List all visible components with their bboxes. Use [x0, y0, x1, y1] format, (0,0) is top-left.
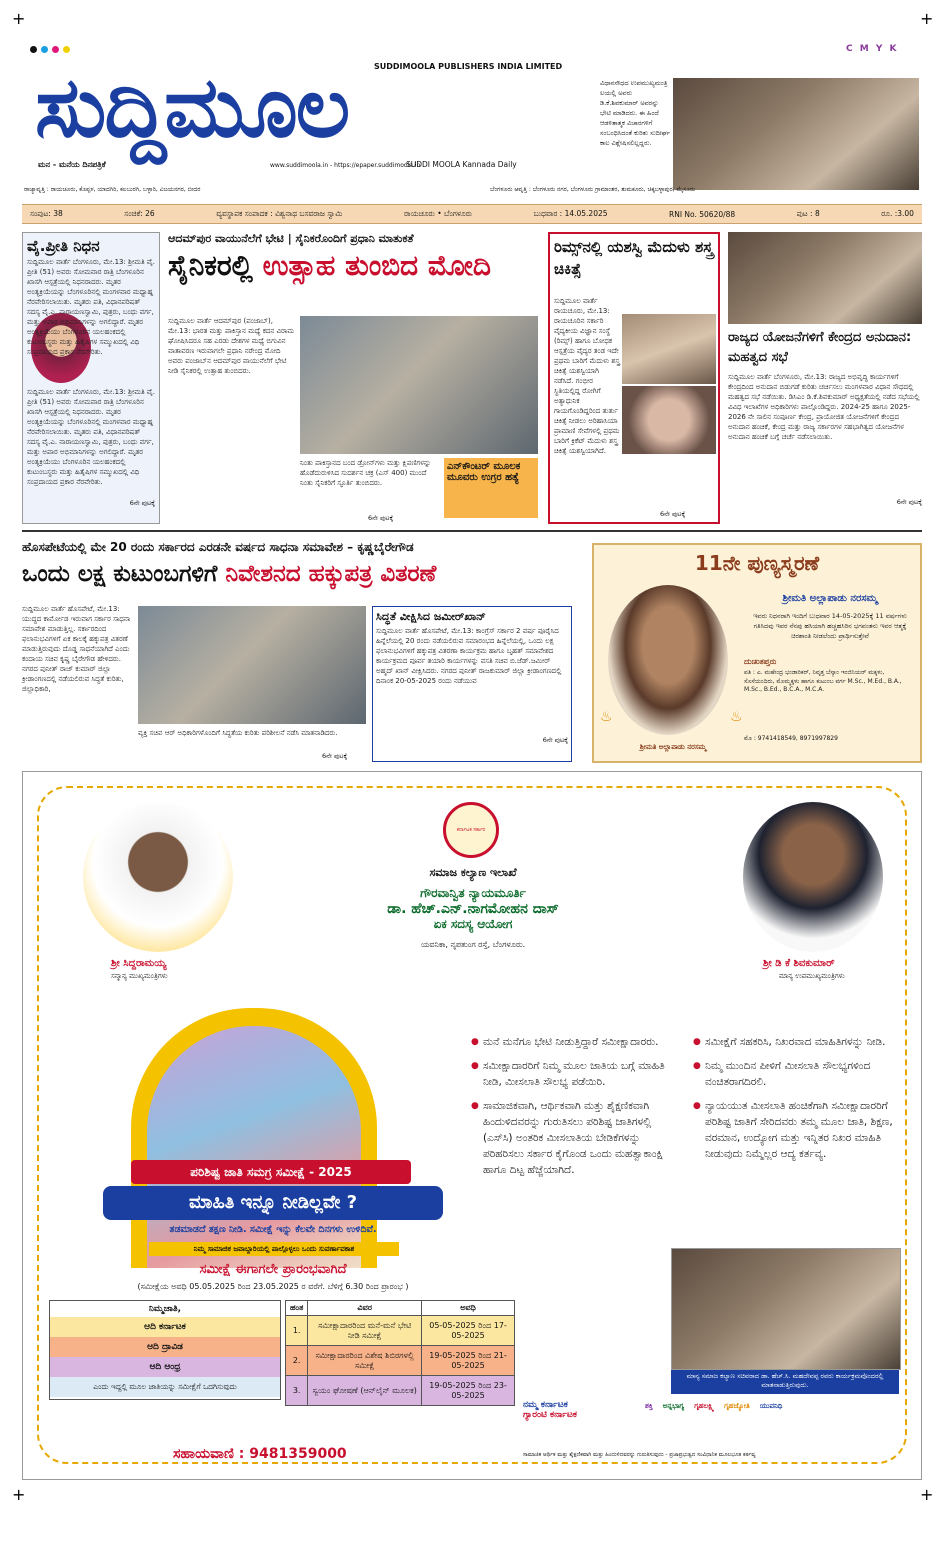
gruhajyothi-logo: ಗೃಹಜ್ಯೋತಿ [724, 1402, 750, 1410]
zameer-story [372, 606, 572, 762]
caste-header: ನಿಮ್ಮಜಾತಿ, [50, 1301, 280, 1317]
contact: ಮೊ : 9741418549, 8971997829 [744, 735, 838, 742]
department: ಸಮಾಜ ಕಲ್ಯಾಣ ಇಲಾಖೆ [429, 866, 517, 879]
headline: ರಾಜ್ಯದ ಯೋಜನೆಗಳಿಗೆ ಕೇಂದ್ರದ ಅನುದಾನ: ಮಹತ್ವದ ಸಭೆ [728, 330, 912, 365]
bullet-list-right [693, 1034, 905, 1170]
story-body: ಸುದ್ದಿಮೂಲ ವಾರ್ತೆ ಬೆಂಗಳೂರು, ಮೇ.13: ಶ್ರೀಮತಿ ವೈ. ಪ್ರೀತಿ (51) ಅವರು ಸೋಮವಾರ ರಾತ್ರಿ ಬೆಂಗಳೂರಿನ ಖಾಸಗಿ ಆಸ್ಪತ್ರೆಯಲ್ಲಿ ನಿಧನರಾದರು. ಮೃತರ ಅಂತ್ಯಕ್ರಿಯೆಯನ್ನು ಬೆಂಗಳೂರಿನಲ್ಲಿ ಮಂಗಳವಾರ ಮಧ್ಯಾಹ್ನ ನೆರವೇರಿಸಲಾಯಿತು. ಮೃತರು ಪತಿ, ವಿಧಾನಪರಿಷತ್ ಸದಸ್ಯ ವೈ.ಎ. ನಾರಾಯಣಸ್ವಾಮಿ, ಪುತ್ರರು, ಬಂಧು ವರ್ಗ, ಮತ್ತು ಅಪಾರ ಅಭಿಮಾನಿಗಳನ್ನು ಅಗಲಿದ್ದಾರೆ. ಮೃತರ ಅಂತ್ಯಕ್ರಿಯೆಯು ಬೆಂಗಳೂರಿನ ಯಲಹಂಕದಲ್ಲಿ ಕುಟುಂಬಸ್ಥರು ಮತ್ತು ಹಿತೈಷಿಗಳ ಸಮ್ಮುಖದಲ್ಲಿ ವಿಧಿ ಸಂಪ್ರದಾಯದ ಪ್ರಕಾರ ನೆರವೇರಿತು. [27, 258, 155, 356]
bullet-item: ● ನಿಮ್ಮ ಮುಂದಿನ ಪೀಳಿಗೆ ಮೀಸಲಾತಿ ಸೌಲಭ್ಯಗಳಿಂದ ವಂಚಿತರಾಗದಿರಲಿ. [705, 1058, 905, 1090]
crop-mark: + [12, 9, 26, 28]
karnataka-emblem-icon: ಕರ್ನಾಟಕ ಸರ್ಕಾರ [443, 802, 499, 858]
continued-link[interactable]: 6ನೇ ಪುಟಕ್ಕೆ [542, 736, 568, 744]
minister-caption: ಮಾನ್ಯ ಸಮಾಜ ಕಲ್ಯಾಣ ಸಚಿವರಾದ ಡಾ. ಹೆಚ್.ಸಿ. ಮಹದೇವಪ್ಪ ರವರು ಕಾರ್ಯಕ್ರಮವೊಂದರಲ್ಲಿ ಮಾತನಾಡುತ್ತಿರುವುದು. [671, 1370, 899, 1394]
headline: ಸಿದ್ಧತೆ ವೀಕ್ಷಿಸಿದ ಜಮೀರ್‌ಖಾನ್ [376, 610, 486, 623]
photo-caption: ವ್ಯಕ್ತಿ ಸಚಿವ ಆರ್ ಅಧಿಕಾರಿಗಳೊಂದಿಗೆ ಸಿದ್ಧತೆಯ ಕುರಿತು ಪರಿಶೀಲನೆ ನಡೆಸಿ ಮಾತನಾಡಿದರು. [138, 729, 338, 737]
bullet-item: ● ಸಮೀಕ್ಷಾದಾರರಿಗೆ ನಿಮ್ಮ ಮೂಲ ಜಾತಿಯ ಬಗ್ಗೆ ಮಾಹಿತಿ ನೀಡಿ, ಮೀಸಲಾತಿ ಸೌಲಭ್ಯ ಪಡೆಯಿರಿ. [483, 1058, 683, 1090]
yuvanidhi-logo: ಯುವನಿಧಿ [759, 1402, 783, 1410]
date: ಬುಧವಾರ : 14.05.2025 [533, 209, 608, 218]
memorial-title: 11ನೇ ಪುಣ್ಯಸ್ಮರಣೆ [694, 551, 820, 575]
continued-link[interactable]: 6ನೇ ಪುಟಕ್ಕೆ [368, 514, 394, 522]
surgery-photo [622, 314, 716, 384]
meeting-photo [728, 232, 922, 324]
phase-row: 3. ಸ್ವಯಂ ಘೋಷಣೆ (ಆನ್‌ಲೈನ್ ಮೂಲಕ) 19-05-2025 ರಿಂದ 23-05-2025 [286, 1376, 515, 1406]
story-body: ಸುದ್ದಿಮೂಲ ವಾರ್ತೆ ರಾಯಚೂರು, ಮೇ.13: ರಾಯಚೂರಿನ ಸರ್ಕಾರಿ ವೈದ್ಯಕೀಯ ವಿಜ್ಞಾನ ಸಂಸ್ಥೆ (ರಿಮ್ಸ್) ಹಾಗೂ ಬೋಧಕ ಆಸ್ಪತ್ರೆಯ ವೈದ್ಯರ ತಂಡ ಇದೇ ಪ್ರಥಮ ಬಾರಿಗೆ ಮೆದುಳು ಶಸ್ತ್ರ ಚಿಕಿತ್ಸೆ ಯಶಸ್ವಿಯಾಗಿ ನಡೆಸಿದೆ. ಗಂಭೀರ ಸ್ಥಿತಿಯಲ್ಲಿದ್ದ ರೋಗಿಗೆ ಅತ್ಯಾಧುನಿಕ ಗಾಯಗೊಂಡಿದ್ದರಿಂದ ತುರ್ತು ಚಿಕಿತ್ಸೆ ನೀಡಲು ಅರಿಹಾಸಿಯಾ ಪ್ರಾಮಾಣಿ ಸೇವೆಗಳಲ್ಲಿ ಪ್ರಥಮ ಬಾರಿಗೆ ಕ್ರಿಕೆಟ್ ಮೆದುಳು ಶಸ್ತ್ರ ಚಿಕಿತ್ಸೆ ಯಶಸ್ವಿಯಾಗಿದೆ. [554, 297, 620, 455]
headline: ರಿಮ್ಸ್‌ನಲ್ಲಿ ಯಶಸ್ವಿ ಮೆದುಳು ಶಸ್ತ್ರ ಚಿಕಿತ್ಸೆ [554, 238, 713, 278]
crop-mark: + [920, 1485, 934, 1504]
cm-title: ಸನ್ಮಾನ್ಯ ಮುಖ್ಯಮಂತ್ರಿಗಳು [111, 972, 168, 980]
price: ರೂ. :3.00 [881, 209, 914, 218]
scheme-logos [645, 1402, 782, 1411]
commission: ಏಕ ಸದಸ್ಯ ಆಯೋಗ [433, 917, 513, 931]
editions-left: ರಾಜ್ಯಾವೃತ್ತಿ : ರಾಯಚೂರು, ಕೊಪ್ಪಳ, ಯಾದಗಿರಿ, ಕಲಬುರಗಿ, ಬಳ್ಳಾರಿ, ವಿಜಯನಗರ, ಬೀದರ [24, 186, 201, 193]
caste-row: ಆದಿ ದ್ರಾವಿಡ [50, 1337, 280, 1357]
gruhalakshmi-logo: ಗೃಹಲಕ್ಷ್ಮಿ [694, 1402, 715, 1410]
story-body: ಸುದ್ದಿಮೂಲ ವಾರ್ತೆ ಹೊಸಪೇಟೆ, ಮೇ.13: ಕಾಂಗ್ರೆಸ್ ಸರ್ಕಾರ 2 ವರ್ಷ ಪೂರೈಸಿದ ಹಿನ್ನೆಲೆಯಲ್ಲಿ 20 ರಂದು ನಡೆಯಲಿರುವ ಸಮಾರಂಭದ ಹಿನ್ನೆಲೆಯಲ್ಲಿ, ಒಂದು ಲಕ್ಷ ಫಲಾನುಭವಿಗಳಿಗೆ ಹಕ್ಕುಪತ್ರ ವಿತರಣಾ ಕಾರ್ಯಕ್ರಮ ಹಾಗೂ ಬೃಹತ್ ಸಮಾವೇಶದ ಕಾರ್ಯಕ್ರಮದ ಪೂರ್ವ ತಯಾರಿ ಕಾರ್ಯಗಳನ್ನು ವಸತಿ ಸಚಿವ ಬಿ.ಜೆಡ್.ಜಮೀರ್ ಅಹ್ಮದ್ ಖಾನ್ ವೀಕ್ಷಿಸಿದರು. ನಗರದ ಪುನೀತ್ ರಾಜಕುಮಾರ್ ಜಿಲ್ಲಾ ಕ್ರೀಡಾಂಗಣದಲ್ಲಿ ದಿನಾಂಕ 20-05-2025 ರಂದು ನಡೆಯುವ [376, 627, 562, 685]
top-story-text: ವಿಧಾನಸೌಧದ ಉಪಮುಖ್ಯಮಂತ್ರಿ ಲಯಲ್ಲಿ ಅವರು ಡಿ.ಕೆ.ಶಿವಕುಮಾರ್ ಅವರನ್ನು ಭೇಟಿ ಮಾಡಿದರು. ಈ ಹಿಂದೆ ಆಡಳಿತಾತ್ಮಕ ವಿಚಾರಗಳಿಗೆ ಸಂಬಂಧಿಸಿದಂತೆ ಕುರಿತು ಸುದೀರ್ಘ ಕಾಲ ವಿಶ್ಲೇಷಿಸಲಿಲ್ಲದ್ದರು. [600, 79, 670, 147]
government-advertisement [22, 771, 922, 1480]
page-count: ಪುಟ : 8 [796, 209, 820, 218]
rims-story [548, 232, 720, 524]
inspection-photo [138, 606, 366, 724]
website[interactable]: www.suddimoola.in - https://epaper.suddimoola.in [270, 162, 421, 169]
deceased-name: ಶ್ರೀಮತಿ ಅಲ್ಲಾಪಾಡು ನರಸಮ್ಮ [782, 593, 878, 604]
dcm-name: ಶ್ರೀ ಡಿ ಕೆ ಶಿವಕುಮಾರ್ [763, 958, 835, 969]
dcm-title: ಮಾನ್ಯ ಉಪಮುಖ್ಯಮಂತ್ರಿಗಳು [779, 972, 845, 980]
masthead-tagline: ಮನ - ಮನೆಯ ದಿನಪತ್ರಿಕೆ [38, 160, 106, 169]
caste-row: ಆದಿ ಆಂಧ್ರ [50, 1357, 280, 1377]
opportunity-tag: ನಿಮ್ಮ ಸಾಮಾಜಿಕ ಜವಾಬ್ದಾರಿಯಲ್ಲಿ ಪಾಲ್ಗೊಳ್ಳಲು ಒಂದು ಸುವರ್ಣಾವಕಾಶ [149, 1242, 399, 1256]
crop-mark: + [920, 9, 934, 28]
cm-name: ಶ್ರೀ ಸಿದ್ದರಾಮಯ್ಯ [111, 958, 167, 969]
kicker: ಹೊಸಪೇಟೆಯಲ್ಲಿ ಮೇ 20 ರಂದು ಸರ್ಕಾರದ ಎರಡನೇ ವರ್ಷದ ಸಾಧನಾ ಸಮಾವೇಶ – ಕೃಷ್ಣಬೈರೇಗೌಡ [22, 540, 414, 554]
continued-link[interactable]: 6ನೇ ಪುಟಕ್ಕೆ [129, 499, 155, 507]
edition-cities: ರಾಯಚೂರು • ಬೆಂಗಳೂರು [403, 209, 473, 218]
phase-table [285, 1300, 515, 1406]
kicker: ಆದಮ್‌ಪುರ ವಾಯುನೆಲೆಗೆ ಭೇಟಿ | ಸೈನಿಕರೊಂದಿಗೆ ಪ್ರಧಾನಿ ಮಾತುಕತೆ [168, 232, 414, 245]
story-body: ಸುದ್ದಿಮೂಲ ವಾರ್ತೆ ಆದಮ್‌ಪುರ (ಪಂಜಾಬ್), ಮೇ.13: ಭಾರತ ಮತ್ತು ಪಾಕಿಸ್ತಾನ ಮಧ್ಯೆ ಕದನ ವಿರಾಮ ಘೋಷಿಸಿದರೂ ಸಹ ಎರಡು ದೇಶಗಳ ಮಧ್ಯೆ ಬಿಗುವಿನ ವಾತಾವರಣ ಇರುವಾಗಲೇ ಪ್ರಧಾನಿ ನರೇಂದ್ರ ಮೋದಿ ಅವರು ಪಂಜಾಬ್‌ನ ಆದಮ್‌ಪುರ ವಾಯುನೆಲೆಗೆ ಭೇಟಿ ನೀಡಿ ಸೈನಿಕರಲ್ಲಿ ಉತ್ಸಾಹ ತುಂಬಿದರು. [168, 317, 294, 375]
caste-row: ಆದಿ ಕರ್ನಾಟಕ [50, 1317, 280, 1337]
bullet-item: ● ಮನೆ ಮನೆಗೂ ಭೇಟಿ ನೀಡುತ್ತಿದ್ದಾರೆ ಸಮೀಕ್ಷಾದಾರರು. [483, 1034, 683, 1050]
cm-photo [83, 802, 233, 952]
rni-number: RNI No. 50620/88 [669, 209, 736, 219]
cmyk-mark: C M Y K [846, 44, 899, 54]
guarantee-tagline: ನಮ್ಮ ಕರ್ನಾಟಕ ಗ್ಯಾರಂಟಿ ಕರ್ನಾಟಕ [523, 1400, 577, 1420]
survey-headline: ಮಾಹಿತಿ ಇನ್ನೂ ನೀಡಿಲ್ಲವೇ ? [103, 1186, 443, 1220]
obituary-story [22, 232, 160, 524]
memorial-notice [592, 543, 922, 763]
annabhagya-logo: ಅನ್ನಭಾಗ್ಯ [662, 1402, 685, 1410]
info-bar [22, 204, 922, 224]
phase-header: ಅವಧಿ [422, 1301, 515, 1316]
memorial-portrait [608, 585, 728, 735]
phase-row: 2. ಸಮೀಕ್ಷಾದಾರರಿಂದ ವಿಶೇಷ ಶಿಬಿರಗಳಲ್ಲಿ ಸಮೀಕ್ಷೆ 19-05-2025 ರಿಂದ 21-05-2025 [286, 1346, 515, 1376]
headline: ಒಂದು ಲಕ್ಷ ಕುಟುಂಬಗಳಿಗೆ ನಿವೇಶನದ ಹಕ್ಕುಪತ್ರ ವಿತರಣೆ [22, 561, 437, 587]
footer-note: ಸಾಮಾಜಿಕ ಆರ್ಥಿಕ ಮತ್ತು ಶೈಕ್ಷಣಿಕವಾಗಿ ಮತ್ತು ಹಿಂದುಳಿದವರನ್ನು ಗುರುತಿಸುವುದು - ಪ್ರಜಾಪ್ರಭುತ್ವದ ಸಂವಿಧಾನಿಕ ಮೂಲಭೂತ ಕರ್ತವ್ಯ [523, 1452, 756, 1458]
masthead-logo: ಸುದ್ದಿಮೂಲ [35, 58, 349, 156]
caste-table [49, 1300, 281, 1400]
headline: ಸೈನಿಕರಲ್ಲಿ ಉತ್ಸಾಹ ತುಂಬಿದ ಮೋದಿ [168, 249, 491, 282]
brain-scan-photo [622, 386, 716, 454]
story-body-continued: ಸುದ್ದಿಮೂಲ ವಾರ್ತೆ ಬೆಂಗಳೂರು, ಮೇ.13: ಶ್ರೀಮತಿ ವೈ. ಪ್ರೀತಿ (51) ಅವರು ಸೋಮವಾರ ರಾತ್ರಿ ಬೆಂಗಳೂರಿನ ಖಾಸಗಿ ಆಸ್ಪತ್ರೆಯಲ್ಲಿ ನಿಧನರಾದರು. ಮೃತರ ಅಂತ್ಯಕ್ರಿಯೆಯನ್ನು ಬೆಂಗಳೂರಿನಲ್ಲಿ ಮಂಗಳವಾರ ಮಧ್ಯಾಹ್ನ ನೆರವೇರಿಸಲಾಯಿತು. ಮೃತರು ಪತಿ, ವಿಧಾನಪರಿಷತ್ ಸದಸ್ಯ ವೈ.ಎ. ನಾರಾಯಣಸ್ವಾಮಿ, ಪುತ್ರರು, ಬಂಧು ವರ್ಗ, ಮತ್ತು ಅಪಾರ ಅಭಿಮಾನಿಗಳನ್ನು ಅಗಲಿದ್ದಾರೆ. ಮೃತರ ಅಂತ್ಯಕ್ರಿಯೆಯು ಬೆಂಗಳೂರಿನ ಯಲಹಂಕದಲ್ಲಿ ಕುಟುಂಬಸ್ಥರು ಮತ್ತು ಹಿತೈಷಿಗಳ ಸಮ್ಮುಖದಲ್ಲಿ ವಿಧಿ ಸಂಪ್ರದಾಯದ ಪ್ರಕಾರ ನೆರವೇರಿತು. [27, 388, 155, 486]
dcm-photo [743, 802, 883, 952]
judge-name: ಡಾ. ಹೆಚ್.ಎನ್.ನಾಗಮೋಹನ ದಾಸ್ [387, 901, 559, 917]
editions-right: ಬೆಂಗಳೂರು ಆವೃತ್ತಿ : ಬೆಂಗಳೂರು ನಗರ, ಬೆಂಗಳೂರು ಗ್ರಾಮಾಂತರ, ತುಮಕೂರು, ಚಿಕ್ಕಬಳ್ಳಾಪುರ, ಮೈಸೂರು [490, 186, 696, 193]
phase-header: ವಿವರ [308, 1301, 422, 1316]
caste-footer: ಎಂದು ಇದ್ದಲ್ಲಿ ಮೂಲ ಜಾತಿಯನ್ನು ಸಮೀಕ್ಷೆಗೆ ಒದಗಿಸುವುದು [50, 1377, 280, 1397]
honor-line: ಗೌರವಾನ್ವಿತ ನ್ಯಾಯಮೂರ್ತಿ [420, 886, 526, 900]
memorial-text: ಇವರು ನಿಧನರಾಗಿ ಇಂದಿಗೆ ಬುಧವಾರ 14-05-2025ಕ್ಕೆ 11 ವರ್ಷಗಳು ಗತಿಸಿದವು ಇವರ ನೆನಪು ಹಸಿಯಾಗಿ ಹಚ್ಚಹಸಿರಿನ ಭಗವಂತನು ಇವರ ಆತ್ಮಕ್ಕೆ ಚಿರಶಾಂತಿ ನೀಡಲೆಂದು ಪ್ರಾರ್ಥಿಸುತ್ತೇವೆ [753, 612, 907, 640]
managing-editor: ವ್ಯವಸ್ಥಾಪಕ ಸಂಪಾದಕ : ವಿಶ್ವನಾಥ ಬಸವರಾಜ ಸ್ವಾಮಿ [216, 209, 343, 218]
continued-link[interactable]: 6ನೇ ಪುಟಕ್ಕೆ [896, 498, 922, 506]
modi-story [168, 232, 538, 524]
portrait-caption: ಶ್ರೀಮತಿ ಅಲ್ಲಾಪಾಡು ನರಸಮ್ಮ [639, 743, 707, 751]
story-body: ಸುದ್ದಿಮೂಲ ವಾರ್ತೆ ಹೊಸಪೇಟೆ, ಮೇ.13: ಯುದ್ಧದ ಕಾರ್ಮೋಡ ಇರುವಾಗ ಸರ್ಕಾರ ಸಾಧನಾ ಸಮಾವೇಶ ಮಾಡುತ್ತಿಲ್ಲ. ಸರ್ಕಾರದಿಂದ ಫಲಾನುಭವಿಗಳಿಗೆ ಏಕ ಕಾಲಕ್ಕೆ ಹಕ್ಕುಪತ್ರ ವಿತರಣೆ ಮಾಡುತ್ತಿರುವುದು ದೊಡ್ಡ ಸಾಧನೆಯಾಗಿದೆ ಎಂದು ಕಂದಾಯ ಸಚಿವ ಕೃಷ್ಣ ಬೈರೇಗೌಡ ಹೇಳಿದರು. ನಗರದ ಪುನೀತ್ ರಾಜ್ ಕುಮಾರ್ ಜಿಲ್ಲಾ ಕ್ರೀಡಾಂಗಣದಲ್ಲಿ ನಡೆಯಲಿರುವ ಸಿದ್ಧತೆ ಕುರಿತು, ಜಿಲ್ಲಾಧಿಕಾರಿ, [22, 605, 131, 693]
bullet-list-left [471, 1034, 683, 1186]
mourners: ಪತಿ : ಎ. ಮಹೇಂದ್ರ ಭಂಡಾರಿಕರ್, ನಿವೃತ್ತ ಬೆಸ್ಕಾಂ ಇಂಜಿನಿಯರ್ ಮಕ್ಕಳು, ಸೊಸೆಯಂದಿರು, ಮೊಮ್ಮಕ್ಕಳು ಹಾಗೂ ಕುಟುಂಬ ವರ್ಗ M.Sc., M.Ed., B.A., M.Sc., B.Ed., B.C.A., M.C.A. [744, 669, 902, 693]
masthead-subtitle: SUDDI MOOLA Kannada Daily [406, 160, 517, 169]
story-body: ಸುದ್ದಿಮೂಲ ವಾರ್ತೆ ಬೆಂಗಳೂರು, ಮೇ.13: ರಾಜ್ಯದ ಅಭಿವೃದ್ಧಿ ಕಾರ್ಯಗಳಿಗೆ ಕೇಂದ್ರದಿಂದ ಅನುದಾನ ಬಿಡುಗಡೆ ಕುರಿತು ಚರ್ಚಿಸಲು ಮಂಗಳವಾರ ವಿಧಾನ ಸೌಧದಲ್ಲಿ ಮಹತ್ವದ ಸಭೆ ನಡೆಯಿತು. ಡಿಸಿಎಂ ಡಿ.ಕೆ.ಶಿವಕುಮಾರ್ ಅಧ್ಯಕ್ಷತೆಯಲ್ಲಿ ನಡೆದ ಸಭೆಯಲ್ಲಿ ವಿವಿಧ ಇಲಾಖೆಗಳ ಅಧಿಕಾರಿಗಳು ಪಾಲ್ಗೊಂಡಿದ್ದರು. 2024-25 ಹಾಗೂ 2025-2026 ನೇ ಸಾಲಿನ ಸಂಪೂರ್ಣ ಕೇಂದ್ರ, ಪ್ರಾಯೋಜಿತ ಯೋಜನೆಗಳಿಗೆ ಕೇಂದ್ರದ ಅನುದಾನ ಹಂಚಿಕೆ, ಕೇಂದ್ರ ಮತ್ತು ರಾಜ್ಯ ಸರ್ಕಾರಗಳ ಸಹಭಾಗಿತ್ವದ ಯೋಜನೆಗಳ ಅನುದಾನ ಹಂಚಿಕೆ ಬಗ್ಗೆ ಚರ್ಚೆ ನಡೆಸಲಾಯಿತು. [728, 373, 920, 441]
helpline: ಸಹಾಯವಾಣಿ : 9481359000 [173, 1446, 347, 1462]
photo-caption: ನಿಂತು ಪಾಕಿಸ್ತಾನದ ಬಂದ ಡ್ರೋನ್‌ಗಳು ಮತ್ತು ಕ್ಷಿಪಣಿಗಳನ್ನು ಹೊಡೆದುರುಳಿಸಿದ ಸುದರ್ಶನ ಚಕ್ರ (ಎಸ್ 400) ಮುಂದೆ ನಿಂತು ಸೈನಿಕರಿಗೆ ಸ್ಫೂರ್ತಿ ತುಂಬಿದರು. [300, 459, 431, 487]
survey-subline: ತಡಮಾಡದೆ ತಕ್ಷಣ ನೀಡಿ. ಸಮೀಕ್ಷೆ ಇನ್ನು ಕೆಲವೇ ದಿನಗಳು ಉಳಿದಿವೆ. [169, 1224, 377, 1235]
survey-started: ಸಮೀಕ್ಷೆ ಈಗಾಗಲೇ ಪ್ರಾರಂಭವಾಗಿದೆ [199, 1262, 347, 1277]
bullet-item: ● ಸಾಮಾಜಿಕವಾಗಿ, ಆರ್ಥಿಕವಾಗಿ ಮತ್ತು ಶೈಕ್ಷಣಿಕವಾಗಿ ಹಿಂದುಳಿದವರನ್ನು ಗುರುತಿಸಲು ಪರಿಶಿಷ್ಟ ಜಾತಿಗಳಲ್ಲಿ (ಎಸ್‌ಸಿ) ಅಂತರಿಕ ಮೀಸಲಾತಿಯ ಬೇಡಿಕೆಗಳನ್ನು ಪರಿಹರಿಸಲು ಸರ್ಕಾರ ಕೈಗೊಂಡ ಒಂದು ಮಹತ್ವಾಕಾಂಕ್ಷಿ ಹಾಗೂ ದಿಟ್ಟ ಹೆಜ್ಜೆಯಾಗಿದೆ. [483, 1098, 683, 1178]
shakti-logo: ಶಕ್ತಿ [645, 1402, 653, 1410]
modi-photo [300, 316, 538, 454]
ad-header [223, 866, 723, 950]
continued-link[interactable]: 6ನೇ ಪುಟಕ್ಕೆ [660, 510, 686, 518]
issue: ಸಂಚಿಕೆ: 26 [124, 209, 155, 218]
survey-period: (ಸಮೀಕ್ಷೆಯ ಅವಧಿ 05.05.2025 ರಿಂದ 23.05.2025 ರ ವರೆಗೆ. ಬೆಳಿಗ್ಗೆ 6.30 ರಿಂದ ಪ್ರಾರಂಭ ) [137, 1282, 409, 1291]
divider [22, 530, 922, 532]
bullet-item: ● ನ್ಯಾಯಯುತ ಮೀಸಲಾತಿ ಹಂಚಿಕೆಗಾಗಿ ಸಮೀಕ್ಷಾದಾರರಿಗೆ ಪರಿಶಿಷ್ಟ ಜಾತಿಗೆ ಸೇರಿದವರು ತಮ್ಮ ಮೂಲ ಜಾತಿ, ಶಿಕ್ಷಣ, ವರಮಾನ, ಉದ್ಯೋಗ ಮತ್ತು ಇನ್ನಿತರ ನಿಖರ ಮಾಹಿತಿ ನೀಡುವುದು ನಿಮ್ಮೆಲ್ಲರ ಆದ್ಯ ಕರ್ತವ್ಯ. [705, 1098, 905, 1162]
minister-photo [671, 1248, 901, 1370]
address: ಯವನಿಕಾ, ನೃಪತುಂಗ ರಸ್ತೆ, ಬೆಂಗಳೂರು. [420, 940, 526, 949]
survey-banner: ಪರಿಶಿಷ್ಟ ಜಾತಿ ಸಮಗ್ರ ಸಮೀಕ್ಷೆ - 2025 [131, 1160, 411, 1184]
phase-header: ಹಂತ [286, 1301, 308, 1316]
volume: ಸಂಪುಟ: 38 [30, 209, 63, 218]
bullet-item: ● ಸಮೀಕ್ಷೆಗೆ ಸಹಕರಿಸಿ, ನಿಖರವಾದ ಮಾಹಿತಿಗಳನ್ನು ನೀಡಿ. [705, 1034, 905, 1050]
grant-meeting-story [728, 232, 922, 524]
lamp-icon: ♨ [730, 709, 743, 725]
mourners-label: ದುಃಖತಪ್ತರು [744, 657, 777, 666]
publisher-name: SUDDIMOOLA PUBLISHERS INDIA LIMITED [374, 62, 563, 71]
crop-mark: + [12, 1485, 26, 1504]
registration-dots [30, 46, 70, 53]
encounter-box: ಎನ್‌ಕೌಂಟರ್ ಮೂಲಕ ಮೂವರು ಉಗ್ರರ ಹತ್ಯೆ [444, 458, 538, 518]
lamp-icon: ♨ [600, 709, 613, 725]
top-story-photo [673, 78, 919, 190]
headline: ವೈ.ಪ್ರೀತಿ ನಿಧನ [27, 237, 100, 255]
continued-link[interactable]: 6ನೇ ಪುಟಕ್ಕೆ [322, 752, 348, 760]
phase-row: 1. ಸಮೀಕ್ಷಾದಾರರಿಂದ ಮನೆ-ಮನೆ ಭೇಟಿ ನೀಡಿ ಸಮೀಕ್ಷೆ 05-05-2025 ರಿಂದ 17-05-2025 [286, 1316, 515, 1346]
